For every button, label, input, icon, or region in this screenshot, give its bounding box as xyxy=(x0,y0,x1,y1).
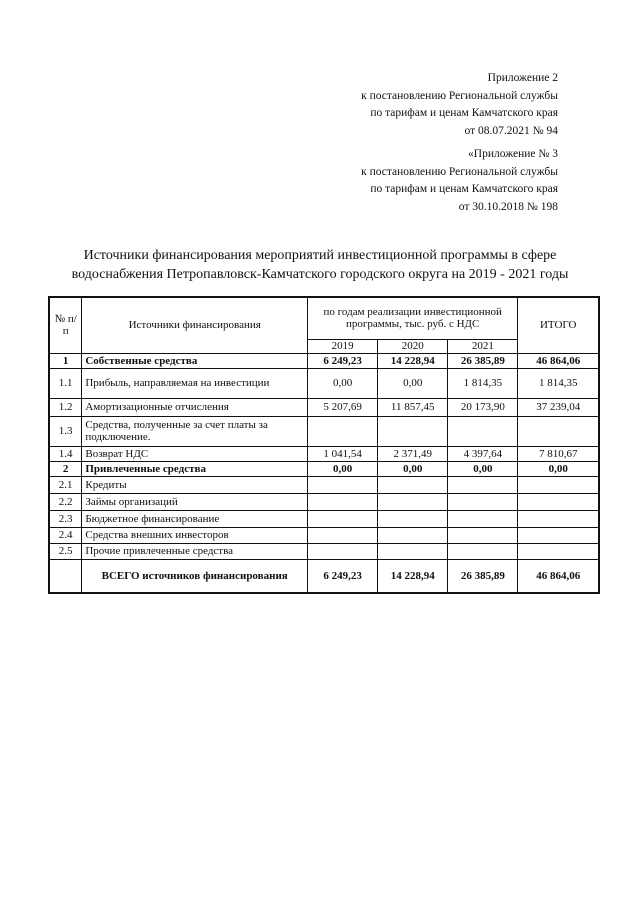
header-year-2019: 2019 xyxy=(308,339,378,353)
header-years-group: по годам реализации инвестиционной программы, тыс. руб. с НДС xyxy=(308,297,518,339)
row-value-2021: 0,00 xyxy=(448,461,518,476)
row-value-2021 xyxy=(448,493,518,510)
row-value-2020 xyxy=(378,510,448,527)
row-value-2019: 6 249,23 xyxy=(308,559,378,593)
table-row xyxy=(49,527,599,543)
row-value-2021 xyxy=(448,543,518,559)
title-line: Источники финансирования мероприятий инвестиционной программы в сфере xyxy=(83,248,557,263)
row-total: 37 239,04 xyxy=(518,398,599,416)
header-year-2021: 2021 xyxy=(448,339,518,353)
row-value-2020: 0,00 xyxy=(378,368,448,398)
row-value-2020 xyxy=(378,476,448,493)
row-value-2019 xyxy=(308,416,378,446)
row-value-2020: 14 228,94 xyxy=(378,559,448,593)
row-num: 1.4 xyxy=(49,446,82,461)
row-name: Возврат НДС xyxy=(82,446,308,461)
title-line: водоснабжения Петропавловск-Камчатского городского округа на 2019 - 2021 годы xyxy=(71,267,569,282)
row-total xyxy=(518,510,599,527)
row-name: ВСЕГО источников финансирования xyxy=(82,559,308,593)
row-num: 1.2 xyxy=(49,398,82,416)
row-name: Средства внешних инвесторов xyxy=(82,527,308,543)
row-name: Бюджетное финансирование xyxy=(82,510,308,527)
row-value-2020 xyxy=(378,543,448,559)
row-value-2019 xyxy=(308,510,378,527)
row-num: 2.4 xyxy=(49,527,82,543)
row-total xyxy=(518,493,599,510)
row-total: 46 864,06 xyxy=(518,559,599,593)
row-num: 1.1 xyxy=(49,368,82,398)
row-name: Займы организаций xyxy=(82,493,308,510)
row-value-2019: 0,00 xyxy=(308,461,378,476)
attachment-label: Приложение 2 xyxy=(487,72,558,84)
header-total: ИТОГО xyxy=(518,297,599,353)
row-num: 2.1 xyxy=(49,476,82,493)
row-value-2020 xyxy=(378,416,448,446)
row-total: 1 814,35 xyxy=(518,368,599,398)
header-num: № п/п xyxy=(49,297,82,353)
row-value-2019 xyxy=(308,543,378,559)
row-total xyxy=(518,543,599,559)
table-row xyxy=(49,476,599,493)
row-value-2019: 6 249,23 xyxy=(308,353,378,368)
table-row-total xyxy=(49,559,599,593)
table-row xyxy=(49,461,599,476)
row-value-2021 xyxy=(448,527,518,543)
row-num: 2.5 xyxy=(49,543,82,559)
row-total xyxy=(518,527,599,543)
row-num xyxy=(49,559,82,593)
table-row xyxy=(49,368,599,398)
row-total xyxy=(518,476,599,493)
table-row xyxy=(49,510,599,527)
row-value-2021: 26 385,89 xyxy=(448,559,518,593)
attachment-ref-line: по тарифам и ценам Камчатского края xyxy=(370,107,558,119)
row-value-2020 xyxy=(378,527,448,543)
row-num: 2 xyxy=(49,461,82,476)
attachment-ref-line: по тарифам и ценам Камчатского края xyxy=(370,183,558,195)
row-name: Собственные средства xyxy=(82,353,308,368)
attachment-ref-line: к постановлению Региональной службы xyxy=(361,165,558,178)
row-name: Прочие привлеченные средства xyxy=(82,543,308,559)
table-row xyxy=(49,398,599,416)
attachment-date: от 08.07.2021 № 94 xyxy=(464,124,558,137)
row-value-2021 xyxy=(448,510,518,527)
row-value-2019: 0,00 xyxy=(308,368,378,398)
row-value-2019 xyxy=(308,527,378,543)
row-value-2019: 1 041,54 xyxy=(308,446,378,461)
header-source: Источники финансирования xyxy=(82,297,308,353)
previous-attachment-header xyxy=(361,146,558,216)
row-value-2020: 2 371,49 xyxy=(378,446,448,461)
attachment-date: от 30.10.2018 № 198 xyxy=(458,200,558,213)
row-num: 1.3 xyxy=(49,416,82,446)
table-row xyxy=(49,543,599,559)
row-name: Кредиты xyxy=(82,476,308,493)
attachment-ref-line: к постановлению Региональной службы xyxy=(361,89,558,102)
row-total: 7 810,67 xyxy=(518,446,599,461)
row-value-2019 xyxy=(308,493,378,510)
row-value-2021 xyxy=(448,476,518,493)
row-name: Амортизационные отчисления xyxy=(82,398,308,416)
row-value-2019 xyxy=(308,476,378,493)
row-value-2021 xyxy=(448,416,518,446)
row-value-2019: 5 207,69 xyxy=(308,398,378,416)
row-value-2021: 20 173,90 xyxy=(448,398,518,416)
row-name: Привлеченные средства xyxy=(82,461,308,476)
row-total xyxy=(518,416,599,446)
row-value-2020: 14 228,94 xyxy=(378,353,448,368)
row-value-2020 xyxy=(378,493,448,510)
row-total: 0,00 xyxy=(518,461,599,476)
header-year-2020: 2020 xyxy=(378,339,448,353)
table-row xyxy=(49,353,599,368)
row-value-2021: 4 397,64 xyxy=(448,446,518,461)
row-name: Средства, полученные за счет платы за подключение. xyxy=(82,416,308,446)
financing-table xyxy=(48,296,600,594)
row-num: 2.3 xyxy=(49,510,82,527)
row-value-2021: 26 385,89 xyxy=(448,353,518,368)
row-total: 46 864,06 xyxy=(518,353,599,368)
current-attachment-header xyxy=(361,70,558,140)
row-value-2020: 11 857,45 xyxy=(378,398,448,416)
table-row xyxy=(49,446,599,461)
table-row xyxy=(49,493,599,510)
table-row xyxy=(49,416,599,446)
document-title xyxy=(40,246,600,284)
row-value-2020: 0,00 xyxy=(378,461,448,476)
attachment-label: «Приложение № 3 xyxy=(468,148,558,160)
row-name: Прибыль, направляемая на инвестиции xyxy=(82,368,308,398)
row-value-2021: 1 814,35 xyxy=(448,368,518,398)
row-num: 1 xyxy=(49,353,82,368)
row-num: 2.2 xyxy=(49,493,82,510)
